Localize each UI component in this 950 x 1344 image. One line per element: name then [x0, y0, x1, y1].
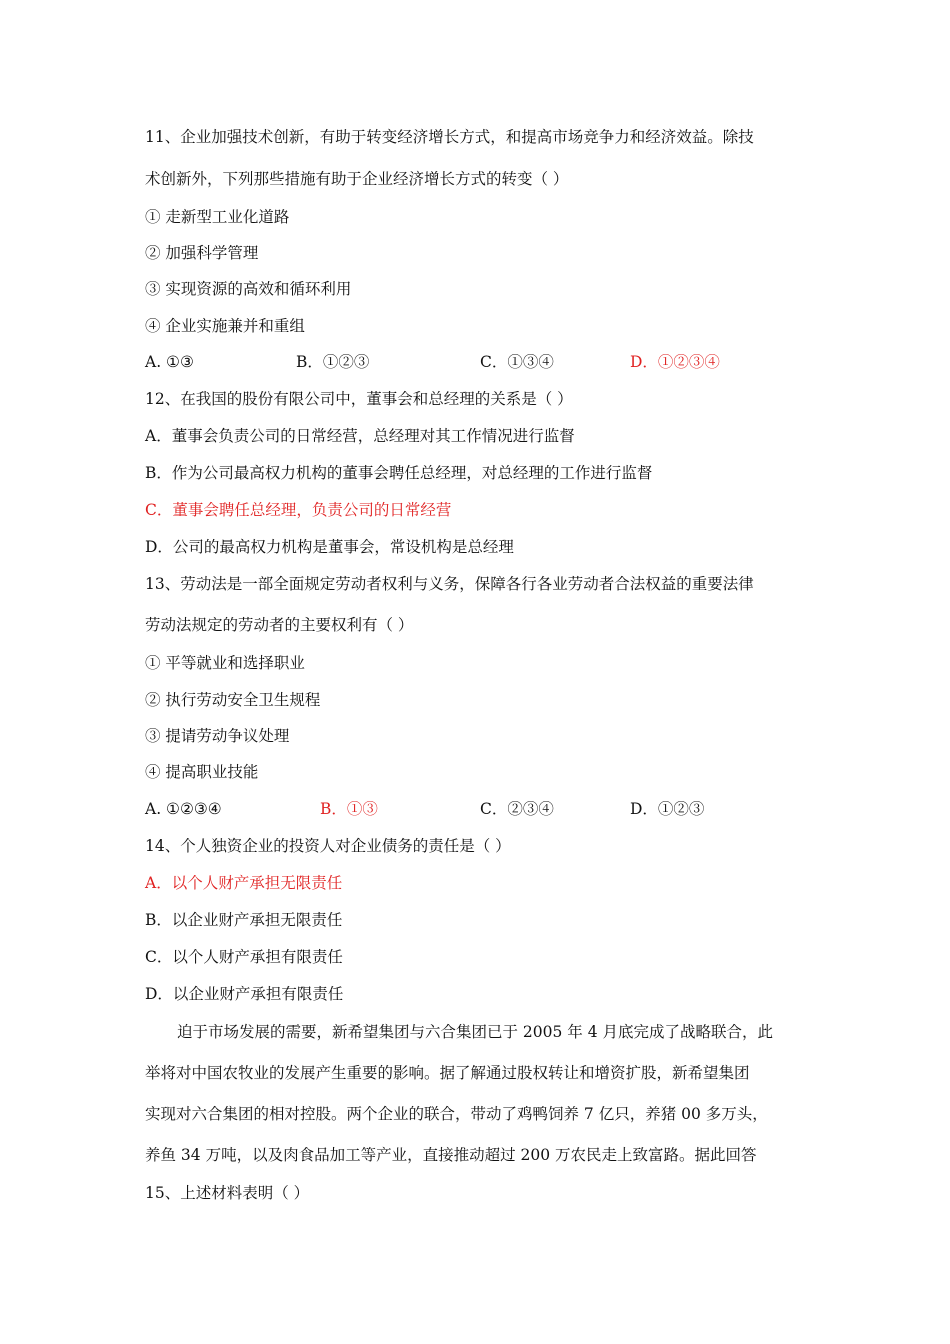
q13-option-c: C．②③④ — [480, 800, 554, 818]
q13-item-3: ③ 提请劳动争议处理 — [145, 727, 290, 745]
q12-option-a: A．董事会负责公司的日常经营，总经理对其工作情况进行监督 — [145, 427, 575, 445]
q15-stem: 15、上述材料表明（ ） — [145, 1184, 310, 1202]
q13-option-b-answer: B．①③ — [320, 800, 378, 818]
q11-option-d-answer: D．①②③④ — [630, 353, 720, 371]
material-line-4: 养鱼 34 万吨，以及肉食品加工等产业，直接推动超过 200 万农民走上致富路。据此回答 — [145, 1146, 757, 1164]
q13-stem-line1: 13、劳动法是一部全面规定劳动者权利与义务，保障各行各业劳动者合法权益的重要法律 — [145, 575, 754, 593]
q11-stem-line2: 术创新外，下列那些措施有助于企业经济增长方式的转变（ ） — [145, 170, 569, 188]
q13-item-4: ④ 提高职业技能 — [145, 763, 259, 781]
q12-option-c-answer: C．董事会聘任总经理，负责公司的日常经营 — [145, 501, 452, 519]
q12-option-d: D．公司的最高权力机构是董事会，常设机构是总经理 — [145, 538, 514, 556]
q11-item-1: ① 走新型工业化道路 — [145, 208, 290, 226]
q14-option-c: C．以个人财产承担有限责任 — [145, 948, 343, 966]
q13-item-2: ② 执行劳动安全卫生规程 — [145, 691, 321, 709]
q14-option-a-answer: A．以个人财产承担无限责任 — [145, 874, 343, 892]
q12-option-b: B．作为公司最高权力机构的董事会聘任总经理，对总经理的工作进行监督 — [145, 464, 653, 482]
material-line-2: 举将对中国农牧业的发展产生重要的影响。据了解通过股权转让和增资扩股，新希望集团 — [145, 1064, 750, 1082]
q11-option-c: C．①③④ — [480, 353, 554, 371]
q13-item-1: ① 平等就业和选择职业 — [145, 654, 305, 672]
q13-stem-line2: 劳动法规定的劳动者的主要权利有（ ） — [145, 616, 414, 634]
q11-option-a: A. ①③ — [145, 353, 194, 371]
q13-option-a: A. ①②③④ — [145, 800, 222, 818]
q14-stem: 14、个人独资企业的投资人对企业债务的责任是（ ） — [145, 837, 511, 855]
q11-option-b: B．①②③ — [296, 353, 370, 371]
material-line-3: 实现对六合集团的相对控股。两个企业的联合，带动了鸡鸭饲养 7 亿只，养猪 00 多万头， — [145, 1105, 768, 1123]
material-line-1: 迫于市场发展的需要，新希望集团与六合集团已于 2005 年 4 月底完成了战略联合，此 — [177, 1023, 774, 1041]
q11-item-3: ③ 实现资源的高效和循环利用 — [145, 280, 352, 298]
q11-stem-line1: 11、企业加强技术创新，有助于转变经济增长方式，和提高市场竞争力和经济效益。除技 — [145, 128, 754, 146]
q13-option-d: D．①②③ — [630, 800, 705, 818]
q14-option-b: B．以企业财产承担无限责任 — [145, 911, 343, 929]
q14-option-d: D．以企业财产承担有限责任 — [145, 985, 344, 1003]
q12-stem: 12、在我国的股份有限公司中，董事会和总经理的关系是（ ） — [145, 390, 573, 408]
q11-item-2: ② 加强科学管理 — [145, 244, 259, 262]
q11-item-4: ④ 企业实施兼并和重组 — [145, 317, 305, 335]
